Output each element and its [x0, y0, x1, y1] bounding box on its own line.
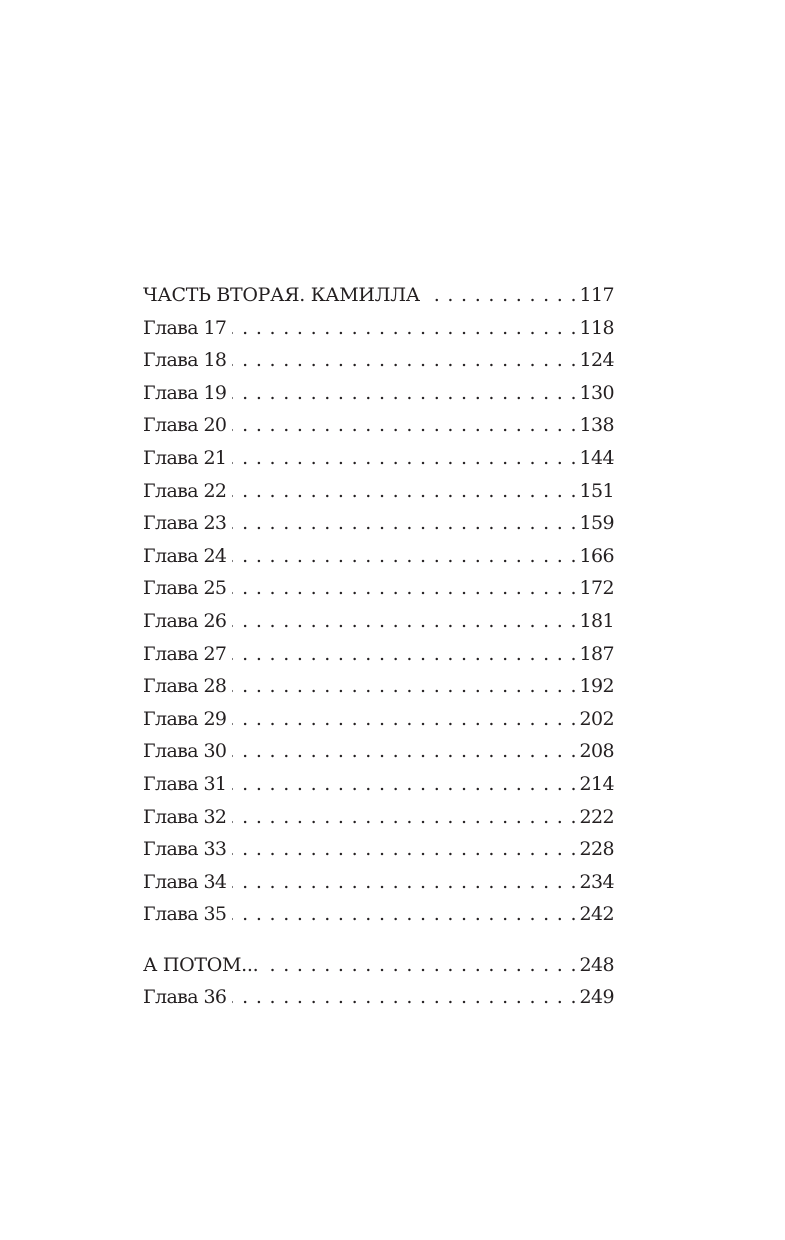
toc-chapter-row	[143, 344, 614, 377]
toc-page-number: 172	[579, 577, 614, 600]
toc-page-number: 228	[579, 838, 614, 861]
dot-leader	[426, 279, 577, 312]
dot-leader	[232, 898, 576, 931]
toc-chapter-row	[143, 735, 614, 768]
toc-chapter-title: Глава 31	[143, 772, 227, 795]
toc-chapter-title: Глава 36	[143, 986, 227, 1009]
toc-chapter-row	[143, 866, 614, 899]
dot-leader	[232, 442, 576, 475]
toc-chapter-row	[143, 507, 614, 540]
toc-part-title: ЧАСТЬ ВТОРАЯ. КАМИЛЛА	[143, 284, 420, 306]
toc-chapter-title: Глава 33	[143, 838, 227, 861]
toc-chapter-row	[143, 377, 614, 410]
dot-leader	[232, 344, 576, 377]
toc-page-number: 151	[579, 479, 614, 502]
toc-page-number: 159	[579, 512, 614, 535]
toc-chapter-row	[143, 442, 614, 475]
toc-chapter-title: Глава 19	[143, 381, 227, 404]
toc-chapter-title: Глава 27	[143, 642, 227, 665]
toc-part-title: А ПОТОМ...	[143, 953, 259, 976]
toc-page-number: 166	[579, 544, 614, 567]
toc-part-heading	[143, 279, 614, 312]
toc-chapter-title: Глава 21	[143, 446, 227, 469]
toc-chapter-title: Глава 29	[143, 707, 227, 730]
toc-page-number: 214	[579, 772, 614, 795]
toc-chapter-title: Глава 32	[143, 805, 227, 828]
toc-chapter-title: Глава 20	[143, 414, 227, 437]
toc-chapter-title: Глава 18	[143, 349, 227, 372]
dot-leader	[232, 312, 576, 345]
dot-leader	[232, 638, 576, 671]
dot-leader	[232, 507, 576, 540]
toc-chapter-row	[143, 409, 614, 442]
toc-chapter-title: Глава 34	[143, 870, 227, 893]
dot-leader	[264, 949, 576, 982]
toc-page-number: 187	[579, 642, 614, 665]
dot-leader	[232, 605, 576, 638]
toc-chapter-row	[143, 475, 614, 508]
toc-chapter-title: Глава 22	[143, 479, 227, 502]
dot-leader	[232, 703, 576, 736]
toc-chapter-title: Глава 26	[143, 609, 227, 632]
dot-leader	[232, 572, 576, 605]
toc-chapter-row	[143, 638, 614, 671]
toc-chapter-title: Глава 30	[143, 740, 227, 763]
toc-chapter-row	[143, 768, 614, 801]
toc-page-number: 130	[579, 381, 614, 404]
toc-page-number: 124	[579, 349, 614, 372]
dot-leader	[232, 409, 576, 442]
toc-page-number: 117	[579, 284, 614, 306]
toc-page-number: 208	[579, 740, 614, 763]
toc-chapter-row	[143, 605, 614, 638]
toc-chapter-row	[143, 833, 614, 866]
dot-leader	[232, 540, 576, 573]
toc-chapter-title: Глава 23	[143, 512, 227, 535]
toc-page-number: 242	[579, 903, 614, 926]
toc-chapter-row	[143, 898, 614, 931]
toc-page-number: 144	[579, 446, 614, 469]
toc-page-number: 222	[579, 805, 614, 828]
dot-leader	[232, 981, 576, 1014]
toc-chapter-row	[143, 981, 614, 1014]
toc-page-number: 234	[579, 870, 614, 893]
toc-chapter-title: Глава 28	[143, 675, 227, 698]
toc-page-number: 202	[579, 707, 614, 730]
toc-chapter-title: Глава 17	[143, 316, 227, 339]
toc-page-number: 138	[579, 414, 614, 437]
dot-leader	[232, 833, 576, 866]
toc-chapter-title: Глава 35	[143, 903, 227, 926]
dot-leader	[232, 377, 576, 410]
dot-leader	[232, 801, 576, 834]
toc-chapter-row	[143, 703, 614, 736]
toc-chapter-title: Глава 25	[143, 577, 227, 600]
dot-leader	[232, 768, 576, 801]
toc-chapter-row	[143, 801, 614, 834]
table-of-contents	[143, 279, 614, 1014]
toc-chapter-row	[143, 540, 614, 573]
dot-leader	[232, 735, 576, 768]
toc-page-number: 192	[579, 675, 614, 698]
toc-chapter-row	[143, 670, 614, 703]
toc-page-number: 248	[579, 953, 614, 976]
dot-leader	[232, 475, 576, 508]
toc-chapter-row	[143, 572, 614, 605]
dot-leader	[232, 866, 576, 899]
section-spacer	[143, 931, 614, 949]
dot-leader	[232, 670, 576, 703]
toc-page-number: 181	[579, 609, 614, 632]
toc-part-heading	[143, 949, 614, 982]
toc-page-number: 118	[579, 316, 614, 339]
toc-chapter-row	[143, 312, 614, 345]
toc-chapter-title: Глава 24	[143, 544, 227, 567]
toc-page-number: 249	[579, 986, 614, 1009]
